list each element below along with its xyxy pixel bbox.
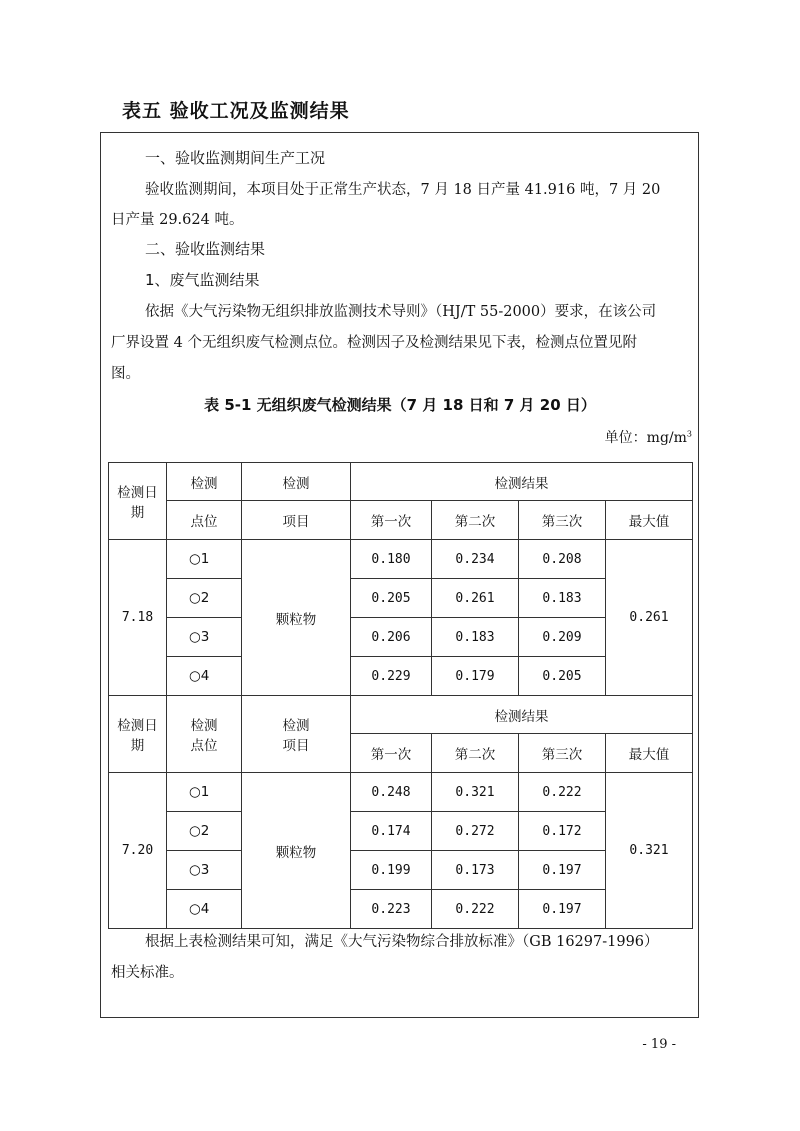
production-paragraph-line-2: 日产量 29.624 吨。 <box>111 212 244 228</box>
exhaust-results-table <box>108 462 693 929</box>
table-header-row <box>109 463 693 501</box>
value-cell: 0.205 <box>519 657 606 696</box>
value-cell: 0.174 <box>351 812 432 851</box>
table-header-row <box>109 696 693 734</box>
max-cell: 0.261 <box>606 540 693 696</box>
subsection-exhaust-title: 1、废气监测结果 <box>145 271 260 289</box>
header-date: 检测日期 <box>109 463 167 540</box>
value-cell: 0.179 <box>432 657 519 696</box>
header-point-bottom: 点位 <box>190 738 218 754</box>
header-first: 第一次 <box>351 501 432 540</box>
unit-label <box>605 427 692 447</box>
value-cell: 0.229 <box>351 657 432 696</box>
header-max: 最大值 <box>606 501 693 540</box>
section-1-title: 一、验收监测期间生产工况 <box>145 149 326 167</box>
page-number: - 19 - <box>642 1037 676 1052</box>
point-cell: ○1 <box>167 540 242 579</box>
point-cell: ○2 <box>167 579 242 618</box>
header-result: 检测结果 <box>351 696 693 734</box>
date-cell: 7.18 <box>109 540 167 696</box>
table-row <box>109 579 693 618</box>
method-paragraph-line-2: 厂界设置 4 个无组织废气检测点位。检测因子及检测结果见下表，检测点位置见附 <box>111 335 637 351</box>
value-cell: 0.223 <box>351 890 432 929</box>
page-title: 表五 验收工况及监测结果 <box>122 100 350 122</box>
table-row <box>109 540 693 579</box>
value-cell: 0.180 <box>351 540 432 579</box>
value-cell: 0.234 <box>432 540 519 579</box>
value-cell: 0.272 <box>432 812 519 851</box>
date-cell: 7.20 <box>109 773 167 929</box>
header-item-top: 检测 <box>282 718 310 734</box>
header-second: 第二次 <box>432 501 519 540</box>
header-point <box>167 696 242 773</box>
method-paragraph-line-3: 图。 <box>111 366 140 382</box>
value-cell: 0.209 <box>519 618 606 657</box>
conclusion-line-2: 相关标准。 <box>111 965 184 981</box>
item-cell: 颗粒物 <box>242 540 351 696</box>
header-item <box>242 696 351 773</box>
unit-text: 单位：mg/m <box>604 430 687 446</box>
method-paragraph-line-1: 依据《大气污染物无组织排放监测技术导则》（HJ/T 55-2000）要求，在该公司 <box>145 304 657 320</box>
value-cell: 0.172 <box>519 812 606 851</box>
value-cell: 0.197 <box>519 890 606 929</box>
value-cell: 0.205 <box>351 579 432 618</box>
value-cell: 0.222 <box>432 890 519 929</box>
header-first: 第一次 <box>351 734 432 773</box>
value-cell: 0.197 <box>519 851 606 890</box>
table-caption: 表 5-1 无组织废气检测结果（7 月 18 日和 7 月 20 日） <box>204 396 596 414</box>
value-cell: 0.222 <box>519 773 606 812</box>
point-cell: ○4 <box>167 890 242 929</box>
header-item-bottom: 项目 <box>242 501 351 540</box>
header-second: 第二次 <box>432 734 519 773</box>
value-cell: 0.206 <box>351 618 432 657</box>
table-header-row <box>109 501 693 540</box>
value-cell: 0.183 <box>432 618 519 657</box>
point-cell: ○2 <box>167 812 242 851</box>
value-cell: 0.321 <box>432 773 519 812</box>
header-result: 检测结果 <box>351 463 693 501</box>
header-point-bottom: 点位 <box>167 501 242 540</box>
header-date: 检测日期 <box>109 696 167 773</box>
point-cell: ○3 <box>167 618 242 657</box>
header-point-top: 检测 <box>167 463 242 501</box>
table-row <box>109 618 693 657</box>
header-item-bottom: 项目 <box>282 738 310 754</box>
point-cell: ○1 <box>167 773 242 812</box>
value-cell: 0.199 <box>351 851 432 890</box>
unit-superscript: 3 <box>686 429 692 439</box>
section-2-title: 二、验收监测结果 <box>145 240 266 258</box>
table-row <box>109 851 693 890</box>
header-third: 第三次 <box>519 501 606 540</box>
value-cell: 0.208 <box>519 540 606 579</box>
table-row <box>109 773 693 812</box>
header-max: 最大值 <box>606 734 693 773</box>
point-cell: ○4 <box>167 657 242 696</box>
header-third: 第三次 <box>519 734 606 773</box>
value-cell: 0.261 <box>432 579 519 618</box>
table-row <box>109 812 693 851</box>
value-cell: 0.183 <box>519 579 606 618</box>
max-cell: 0.321 <box>606 773 693 929</box>
conclusion-line-1: 根据上表检测结果可知，满足《大气污染物综合排放标准》（GB 16297-1996） <box>145 934 659 950</box>
value-cell: 0.248 <box>351 773 432 812</box>
value-cell: 0.173 <box>432 851 519 890</box>
header-item-top: 检测 <box>242 463 351 501</box>
production-paragraph-line-1: 验收监测期间，本项目处于正常生产状态，7 月 18 日产量 41.916 吨，7 月 20 <box>145 182 661 198</box>
table-row <box>109 890 693 929</box>
header-point-top: 检测 <box>190 718 218 734</box>
point-cell: ○3 <box>167 851 242 890</box>
table-row <box>109 657 693 696</box>
item-cell: 颗粒物 <box>242 773 351 929</box>
